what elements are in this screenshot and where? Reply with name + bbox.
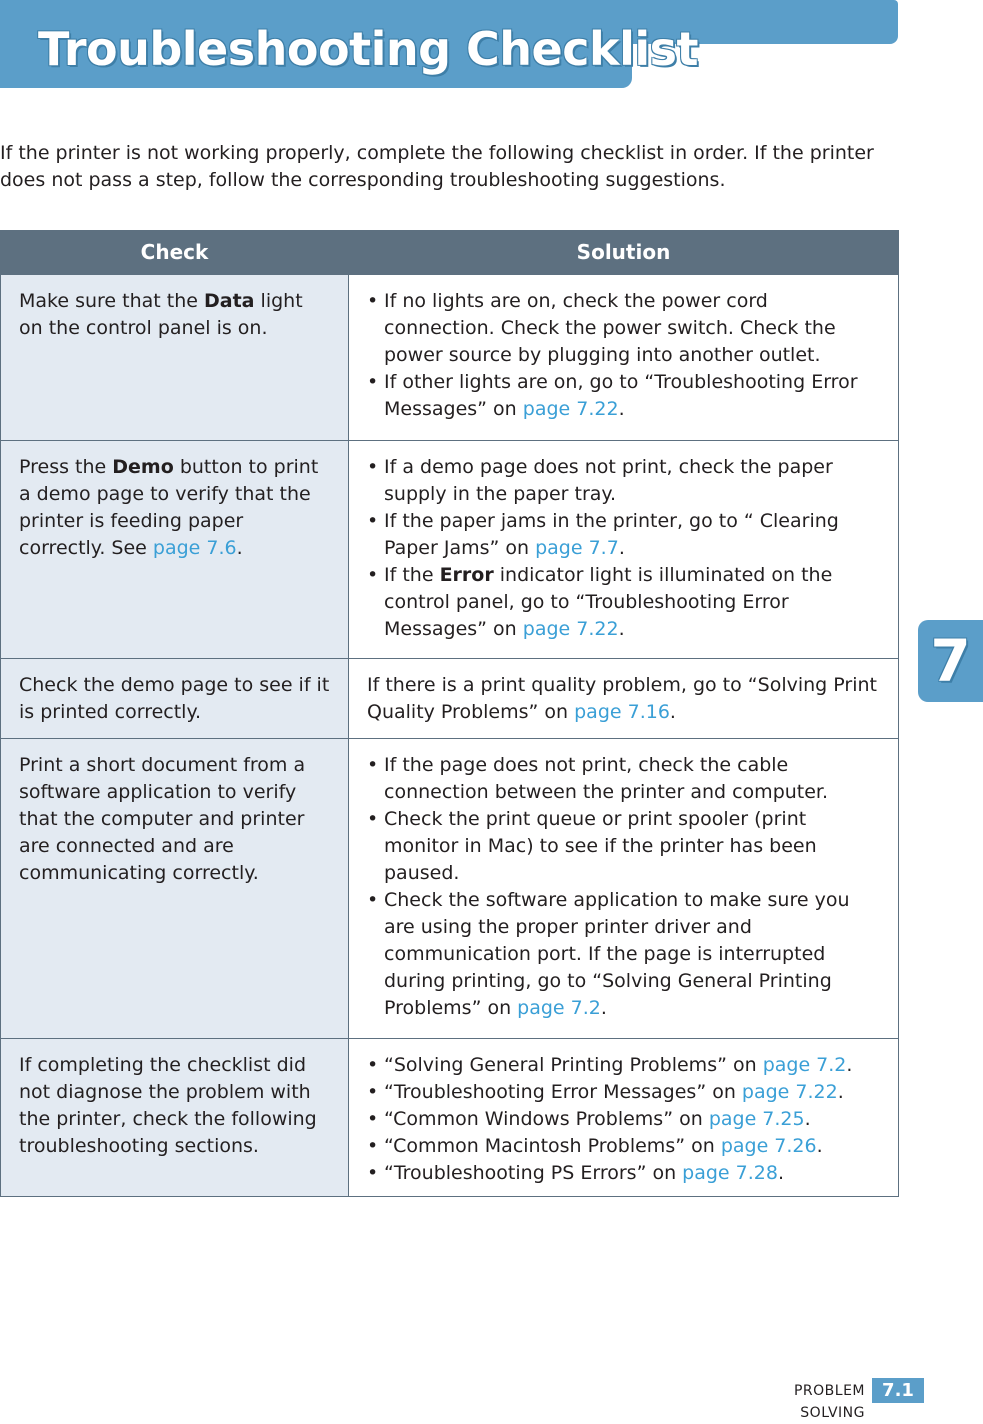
list-item: • If the paper jams in the printer, go to “ Clearing Paper Jams” on page 7.7. <box>367 508 880 562</box>
page-link[interactable]: page 7.26 <box>720 1135 817 1157</box>
page-link[interactable]: page 7.16 <box>574 701 670 723</box>
solution-cell: If there is a print quality problem, go to “Solving Print Quality Problems” on page 7.16. <box>349 659 899 739</box>
check-cell: Check the demo page to see if it is printed correctly. <box>1 659 349 739</box>
chapter-tab <box>918 620 983 702</box>
list-item: • “Solving General Printing Problems” on page 7.2. <box>367 1052 880 1079</box>
list-item: • If no lights are on, check the power cord connection. Check the power switch. Check the power source by plugging into another outlet. <box>367 288 880 369</box>
page-link[interactable]: page 7.2 <box>517 997 601 1019</box>
list-item: • Check the software application to make sure you are using the proper printer driver and communication port. If the page is interrupted during printing, go to “Solving General Printing Problems” on page 7.2. <box>367 887 880 1022</box>
data-light-label: Data <box>204 290 255 312</box>
check-cell: Press the Demo button to print a demo page to verify that the printer is feeding paper correctly. See page 7.6. <box>1 441 349 659</box>
list-item: • “Troubleshooting PS Errors” on page 7.28. <box>367 1160 880 1187</box>
page-link[interactable]: page 7.28 <box>682 1162 778 1184</box>
solution-cell <box>349 441 899 659</box>
table-header-row <box>1 231 899 275</box>
solution-cell <box>349 275 899 441</box>
page-link[interactable]: page 7.22 <box>522 398 619 420</box>
table-row <box>1 1039 899 1197</box>
list-item: • If the Error indicator light is illuminated on the control panel, go to “Troubleshooting Error Messages” on page 7.22. <box>367 562 880 643</box>
check-cell: Print a short document from a software application to verify that the computer and printer are connected and are communicating correctly. <box>1 739 349 1039</box>
list-item: • “Common Windows Problems” on page 7.25. <box>367 1106 880 1133</box>
table-row <box>1 659 899 739</box>
list-item: • “Troubleshooting Error Messages” on page 7.22. <box>367 1079 880 1106</box>
list-item: • “Common Macintosh Problems” on page 7.26. <box>367 1133 880 1160</box>
column-header-solution: Solution <box>349 231 899 275</box>
column-header-check: Check <box>1 231 349 275</box>
list-item: • Check the print queue or print spooler (print monitor in Mac) to see if the printer has been paused. <box>367 806 880 887</box>
intro-paragraph: If the printer is not working properly, complete the following checklist in order. If the printer does not pass a step, follow the corresponding troubleshooting suggestions. <box>0 142 874 191</box>
list-item: • If a demo page does not print, check the paper supply in the paper tray. <box>367 454 880 508</box>
footer-section-label: PROBLEM SOLVING <box>793 1383 865 1421</box>
check-cell: If completing the checklist did not diagnose the problem with the printer, check the following troubleshooting sections. <box>1 1039 349 1197</box>
table-row <box>1 441 899 659</box>
page-title: Troubleshooting Checklist <box>38 22 699 76</box>
list-item: • If the page does not print, check the cable connection between the printer and computer. <box>367 752 880 806</box>
solution-cell <box>349 739 899 1039</box>
page-link[interactable]: page 7.2 <box>762 1054 847 1076</box>
page-link[interactable]: page 7.25 <box>708 1108 805 1130</box>
check-cell: Make sure that the Data light on the control panel is on. <box>1 275 349 441</box>
page-link[interactable]: page 7.7 <box>535 537 619 559</box>
chapter-number: 7 <box>930 627 971 695</box>
demo-button-label: Demo <box>112 456 174 478</box>
solution-cell <box>349 1039 899 1197</box>
checklist-table <box>0 230 899 1197</box>
table-row <box>1 739 899 1039</box>
page-link[interactable]: page 7.22 <box>741 1081 838 1103</box>
footer-page-number: 7.1 <box>872 1378 924 1403</box>
page-link[interactable]: page 7.22 <box>522 618 619 640</box>
list-item: • If other lights are on, go to “Troubleshooting Error Messages” on page 7.22. <box>367 369 880 423</box>
page-link[interactable]: page 7.6 <box>152 537 237 559</box>
error-light-label: Error <box>439 564 494 586</box>
table-row <box>1 275 899 441</box>
